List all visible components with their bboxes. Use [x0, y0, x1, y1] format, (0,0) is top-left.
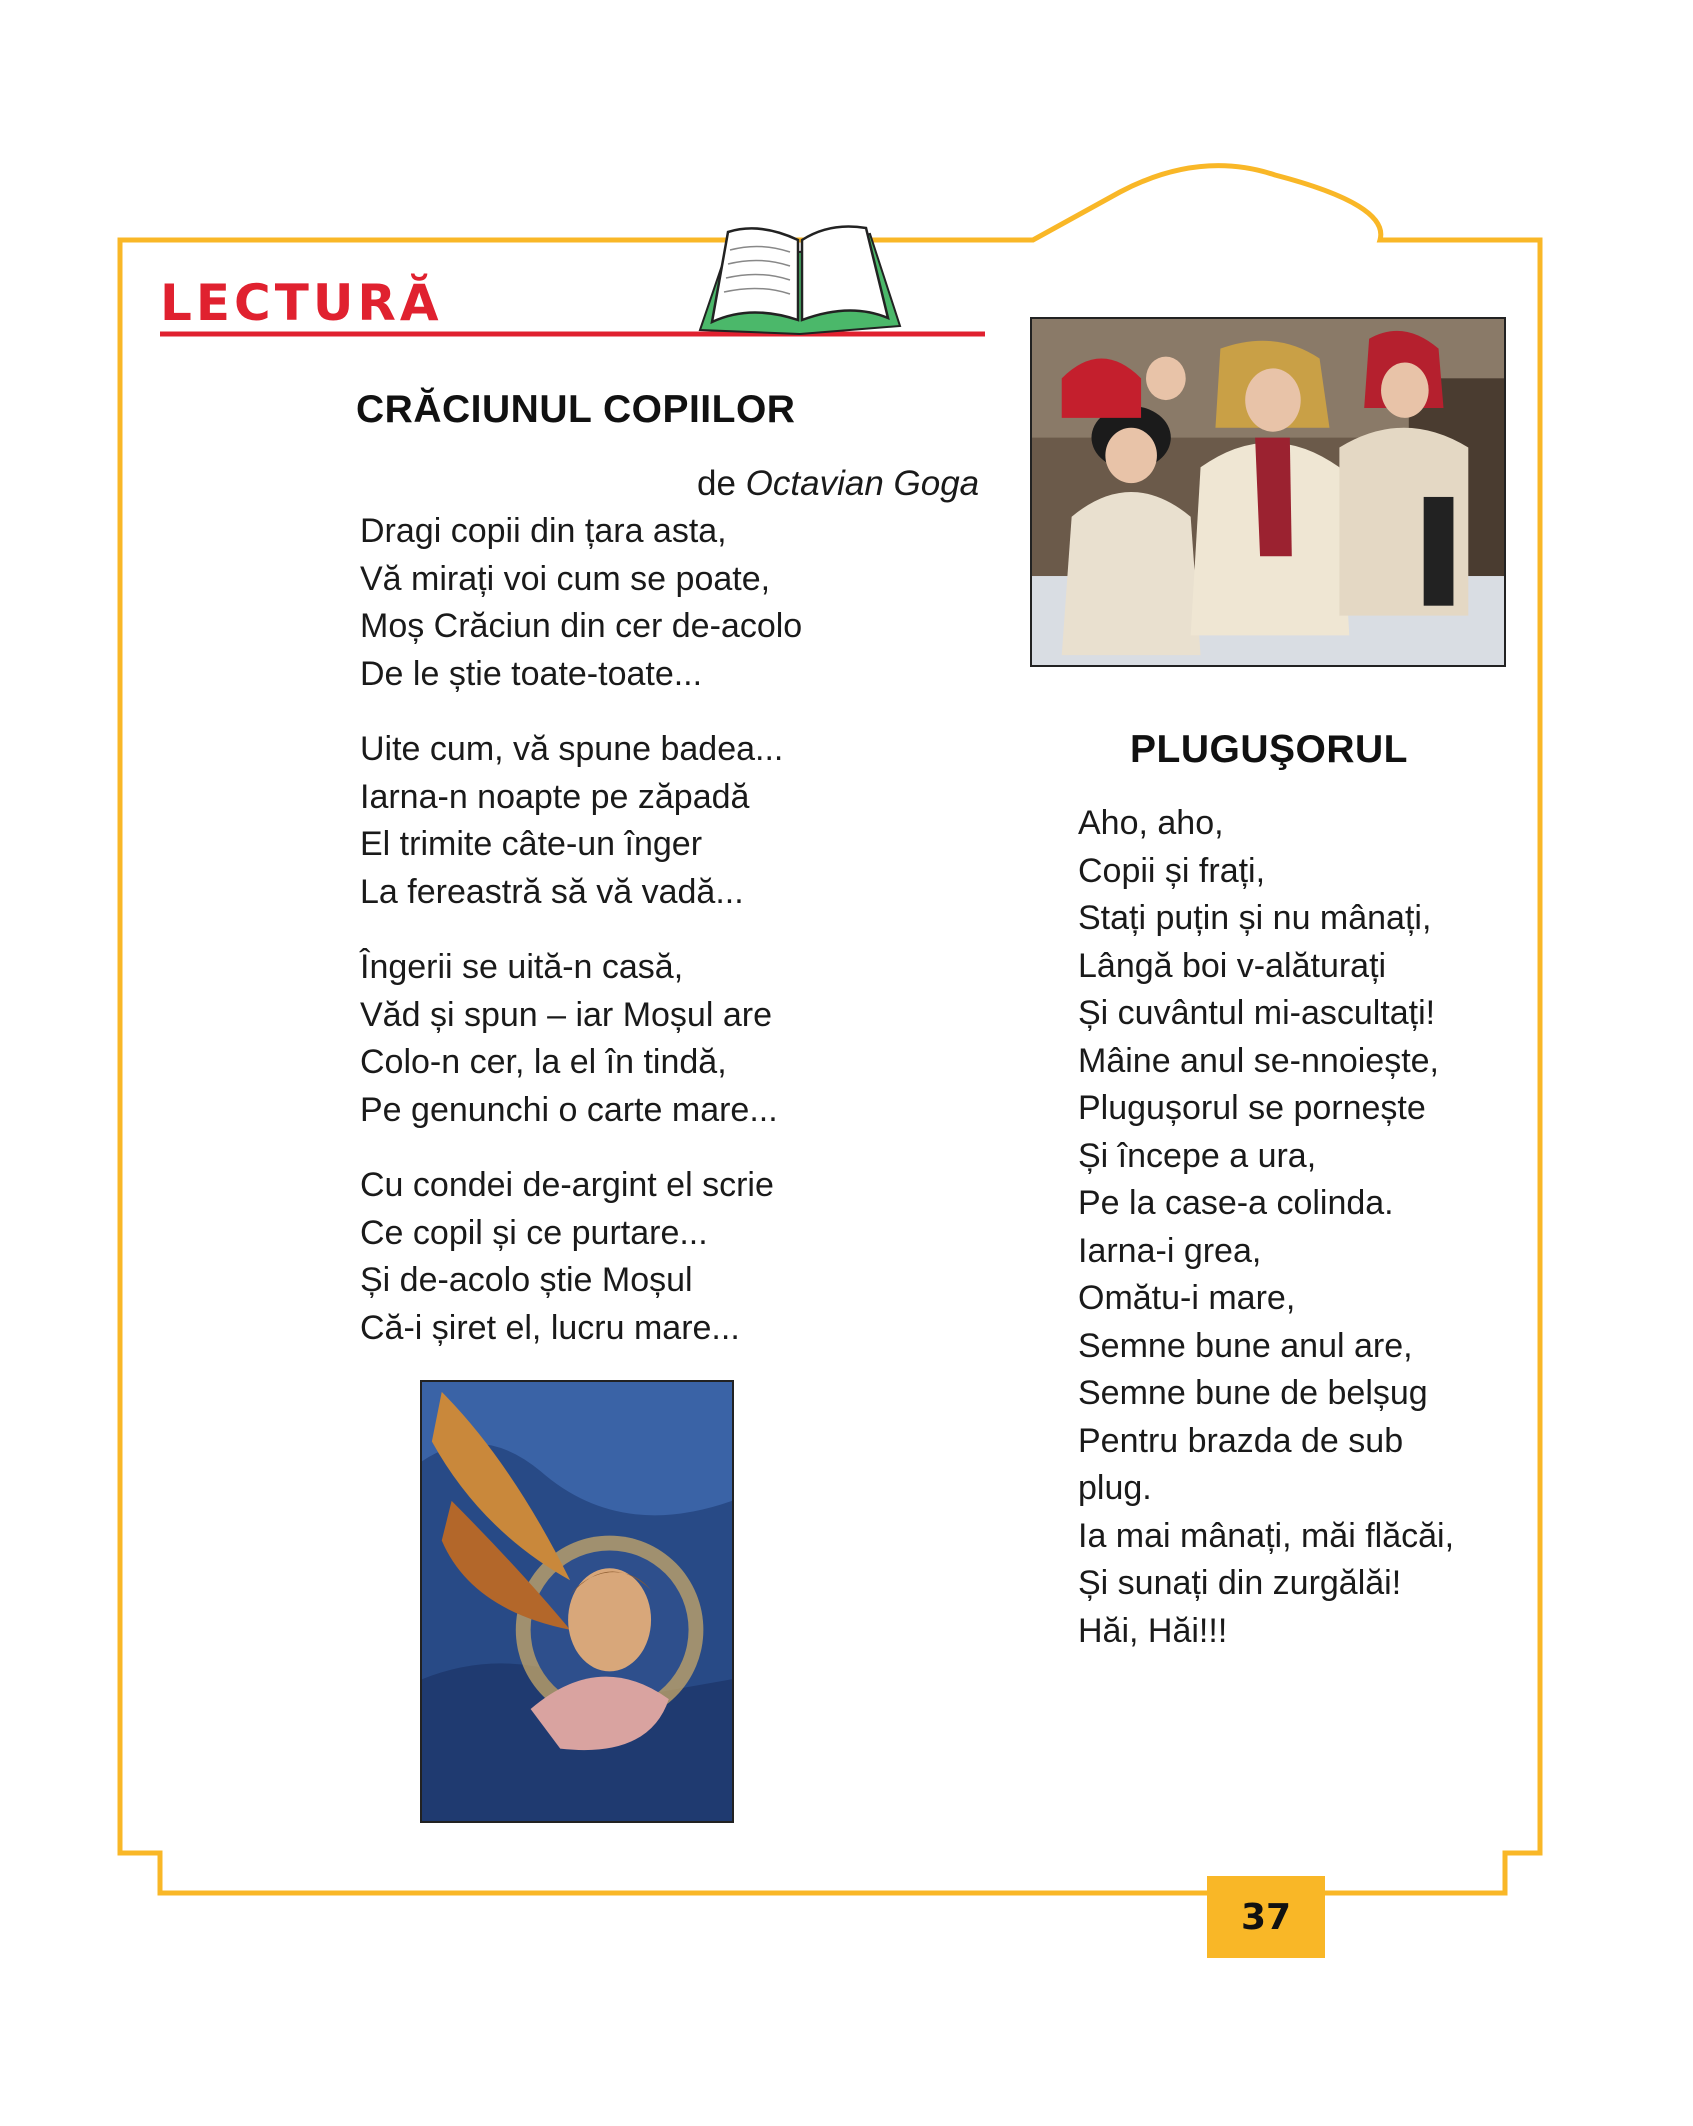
stanza-4	[360, 1162, 774, 1352]
angel-fresco-image	[420, 1380, 734, 1823]
section-title: LECTURĂ	[160, 274, 443, 332]
author-name: Octavian Goga	[745, 464, 980, 503]
poem-line: Semne bune de belșug	[1078, 1374, 1428, 1412]
poem-line: Că-i șiret el, lucru mare...	[360, 1308, 740, 1347]
stanza-3	[360, 944, 778, 1134]
poem-line: Copii și frați,	[1078, 851, 1266, 890]
poem-line: Iarna-i grea,	[1078, 1231, 1262, 1270]
poem-line: El trimite câte-un înger	[360, 825, 703, 863]
poem-line: Lângă boi v-alăturați	[1078, 946, 1387, 985]
poem-line: Și cuvântul mi-ascultați!	[1078, 994, 1436, 1032]
poem-line: Pe genunchi o carte mare...	[360, 1090, 778, 1129]
poem-line: Și începe a ura,	[1078, 1136, 1317, 1175]
poem-line: Cu condei de-argint el scrie	[360, 1166, 774, 1204]
poem-line: Vă mirați voi cum se poate,	[360, 559, 771, 598]
poem-line: plug.	[1078, 1469, 1152, 1507]
stanza-1	[360, 508, 802, 698]
poem-line: Mâine anul se-nnoiește,	[1078, 1041, 1440, 1080]
poem-line: De le știe toate-toate...	[360, 654, 703, 693]
poem-line: Văd și spun – iar Moșul are	[360, 995, 772, 1034]
poem-title-craciunul-copiilor: CRĂCIUNUL COPIILOR	[356, 388, 796, 431]
poem-author	[697, 466, 979, 501]
poem-line: Hăi, Hăi!!!	[1078, 1611, 1228, 1650]
author-prefix: de	[697, 464, 736, 503]
stanza-2	[360, 726, 783, 916]
poem-line: Stați puțin și nu mânați,	[1078, 899, 1432, 937]
poem-line: Aho, aho,	[1078, 804, 1224, 842]
poem-line: La fereastră să vă vadă...	[360, 872, 744, 911]
poem-line: Și sunați din zurgălăi!	[1078, 1564, 1402, 1602]
poem-line: Ce copil și ce purtare...	[360, 1213, 708, 1252]
poem-line: Ia mai mânați, măi flăcăi,	[1078, 1516, 1455, 1555]
children-carolers-photo	[1030, 317, 1506, 667]
poem-line: Iarna-n noapte pe zăpadă	[360, 777, 750, 816]
poem-line: Uite cum, vă spune badea...	[360, 730, 784, 768]
poem-line: Pentru brazda de sub	[1078, 1421, 1404, 1460]
open-book-icon	[690, 222, 910, 340]
poem-line: Plugușorul se pornește	[1078, 1089, 1426, 1127]
poem-title-plugusorul: PLUGUŞORUL	[1130, 728, 1408, 771]
poem-line: Și de-acolo știe Moșul	[360, 1261, 693, 1299]
poem-line: Semne bune anul are,	[1078, 1326, 1413, 1365]
poem-plugusorul-body	[1078, 800, 1454, 1655]
poem-line: Moș Crăciun din cer de-acolo	[360, 607, 803, 645]
poem-line: Pe la case-a colinda.	[1078, 1184, 1394, 1222]
poem-line: Omătu-i mare,	[1078, 1279, 1296, 1317]
page-number: 37	[1207, 1876, 1325, 1958]
poem-line: Dragi copii din țara asta,	[360, 512, 727, 550]
poem-line: Îngerii se uită-n casă,	[360, 948, 684, 986]
poem-line: Colo-n cer, la el în tindă,	[360, 1043, 727, 1081]
